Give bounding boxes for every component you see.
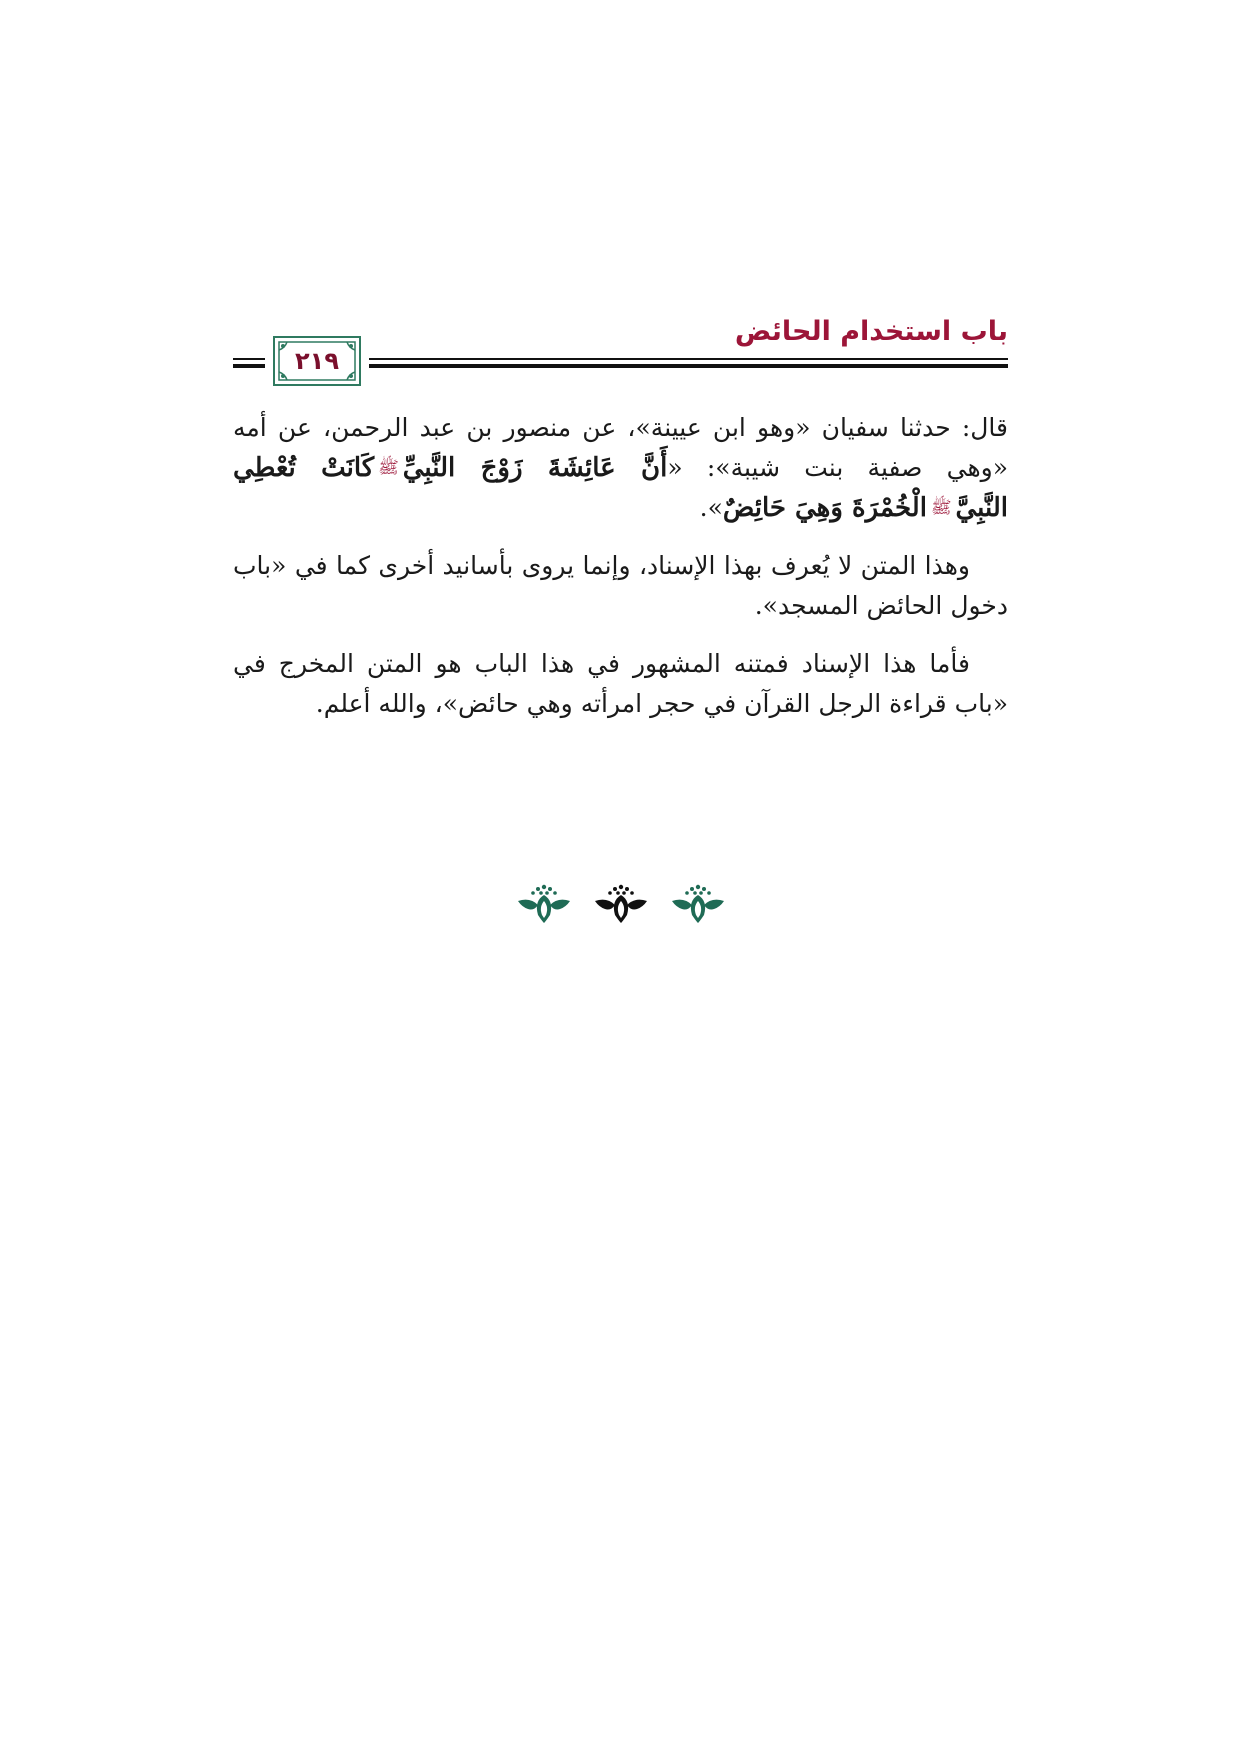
isnad-text: قال: حدثنا سفيان «وهو ابن عيينة»، عن منصور بن عبد الرحمن، عن أمه «وهي صفية بنت شيبة»: <box>233 413 1008 482</box>
header-rule-left <box>233 358 265 369</box>
salutation-icon: ﷺ <box>930 498 952 518</box>
page-number: ٢١٩ <box>295 347 339 375</box>
paragraph-commentary-1: وهذا المتن لا يُعرف بهذا الإسناد، وإنما يروى بأسانيد أخرى كما في «باب دخول الحائض المسجد». <box>233 551 1008 620</box>
body-text <box>233 408 1008 742</box>
header-rule-right <box>369 358 1008 369</box>
section-end-ornament <box>516 878 726 928</box>
hadith-text-part3: الْخُمْرَةَ وَهِيَ حَائِضٌ <box>722 493 927 523</box>
lotus-ornament-green-icon <box>516 881 572 925</box>
hadith-text-part1: أَنَّ عَائِشَةَ زَوْجَ النَّبِيِّ <box>402 453 668 483</box>
lotus-ornament-green-icon <box>670 881 726 925</box>
quote-close: ». <box>699 493 723 522</box>
paragraph-isnad <box>233 408 1008 528</box>
lotus-ornament-black-icon <box>593 881 649 925</box>
hadith-text-part2: كَانَتْ تُعْطِي النَّبِيَّ <box>233 453 1008 523</box>
chapter-title: باب استخدام الحائض <box>734 316 1008 347</box>
quote-open: « <box>667 453 683 482</box>
page-header <box>233 308 1008 388</box>
paragraph-commentary-2: فأما هذا الإسناد فمتنه المشهور في هذا الباب هو المتن المخرج في «باب قراءة الرجل القرآن في حجر امرأته وهي حائض»، والله أعلم. <box>233 649 1008 718</box>
salutation-icon: ﷺ <box>378 458 399 478</box>
page-number-frame <box>273 336 361 386</box>
